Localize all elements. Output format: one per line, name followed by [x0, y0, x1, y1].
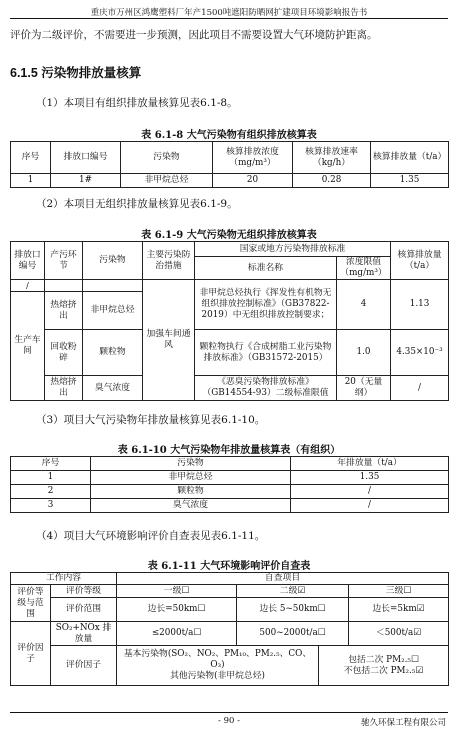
t9-std: 《恶臭污染物排放标准》（GB14554-93）二级标准限值 [195, 376, 337, 401]
t8-header-cell: 核算排放浓度（mg/m³） [213, 142, 293, 174]
t9-header-amount: 核算排放量（t/a） [391, 242, 449, 280]
t10-cell: / [291, 499, 449, 513]
t10-cell: 臭气浓度 [91, 499, 291, 513]
t8-cell: 0.28 [293, 174, 371, 188]
paragraph-3: （3）项目大气污染物年排放量核算见表6.1-10。 [36, 414, 266, 426]
t10-cell: 非甲烷总烃 [91, 471, 291, 485]
table-6-1-11-caption: 表 6.1-11 大气环境影响评价自查表 [147, 561, 311, 572]
running-header: 重庆市万州区鸿鹰塑料厂年产1500吨遮阳防晒网扩建项目环境影响报告书 [90, 8, 368, 18]
table-6-1-9 [10, 241, 449, 401]
paragraph-2: （2）本项目无组织排放量核算见表6.1-9。 [36, 198, 238, 210]
t11-option: ≤2000t/a☐ [117, 622, 237, 646]
t9-pollutant: 颗粒物 [83, 330, 143, 376]
t11-option: 边长=5km☑ [349, 598, 449, 622]
table-6-1-10-caption: 表 6.1-10 大气污染物年排放量核算表（有组织） [117, 445, 341, 456]
page-number: - 90 - [218, 716, 240, 726]
t11-option: 边长 5~50km☐ [237, 598, 349, 622]
t11-row-label: 评价因子 [51, 646, 117, 686]
t11-header-items: 自查项目 [117, 573, 449, 585]
t9-header-outlet: 排放口编号 [11, 242, 45, 280]
t9-std: 颗粒物执行《合成树脂工业污染物排放标准》（GB31572-2015） [195, 330, 337, 376]
t11-option: 500~2000t/a☐ [237, 622, 349, 646]
t10-header-cell: 年排放量（t/a） [291, 457, 449, 471]
company-name: 驰久环保工程有限公司 [360, 718, 446, 728]
t11-other-factors-line: 其他污染物(非甲烷总烃) [170, 671, 265, 681]
table-6-1-9-caption: 表 6.1-9 大气污染物无组织排放核算表 [141, 230, 317, 241]
t11-secondary-pm-excl: 不包括二次 PM₂.₅☑ [343, 665, 424, 676]
t9-link: 回收粉碎 [45, 330, 83, 376]
t11-basic-factors-line: 基本污染物(SO₂、NO₂、PM₁₀、PM₂.₅、CO、O₃) [123, 649, 312, 670]
t9-limit: 20（无量纲） [337, 376, 391, 401]
t11-option: 一级☐ [117, 585, 237, 598]
t11-secondary-pm [319, 646, 449, 686]
t9-amount: 4.35×10⁻³ [391, 330, 449, 376]
t11-group-factor: 评价因子 [11, 622, 51, 686]
t11-header-work: 工作内容 [11, 573, 117, 585]
t10-cell: 3 [11, 499, 91, 513]
t9-header-pollutant: 污染物 [83, 242, 143, 280]
t10-cell: 1 [11, 471, 91, 485]
t11-basic-factors [117, 646, 319, 686]
t8-cell: 1.35 [371, 174, 449, 188]
header-rule [10, 18, 448, 19]
intro-paragraph: 评价为二级评价，不需要进一步预测，因此项目不需要设置大气环境防护距离。 [10, 29, 378, 41]
t8-cell: 1# [51, 174, 121, 188]
section-title: 6.1.5 污染物排放量核算 [10, 66, 142, 80]
t10-header-cell: 序号 [11, 457, 91, 471]
t9-amount: / [391, 376, 449, 401]
t8-cell: 非甲烷总烃 [121, 174, 213, 188]
t9-measure: 加强车间通风 [143, 280, 195, 401]
t8-header-cell: 排放口编号 [51, 142, 121, 174]
table-6-1-11 [10, 572, 449, 686]
t9-limit: 1.0 [337, 330, 391, 376]
t9-pollutant: 非甲烷总烃 [83, 292, 143, 330]
t8-cell: 20 [213, 174, 293, 188]
paragraph-4: （4）项目大气环境影响评价自查表见表6.1-11。 [36, 530, 266, 542]
t8-header-cell: 核算排放量（t/a） [371, 142, 449, 174]
t9-header-std-name: 标准名称 [195, 257, 337, 280]
paragraph-1: （1）本项目有组织排放量核算见表6.1-8。 [36, 97, 238, 109]
t9-pollutant: 臭气浓度 [83, 376, 143, 401]
t9-header-link: 产污环节 [45, 242, 83, 280]
t10-cell: 1.35 [291, 471, 449, 485]
t9-header-measure: 主要污染防治措施 [143, 242, 195, 280]
t8-header-cell: 序号 [11, 142, 51, 174]
t10-cell: 2 [11, 485, 91, 499]
t11-option: 三级☐ [349, 585, 449, 598]
t9-amount: 1.13 [391, 280, 449, 330]
t9-header-limit: 浓度限值（mg/m³） [337, 257, 391, 280]
t8-header-cell: 污染物 [121, 142, 213, 174]
t8-cell: 1 [11, 174, 51, 188]
t9-area: 生产车间 [11, 292, 45, 401]
t10-header-cell: 污染物 [91, 457, 291, 471]
t9-std: 非甲烷总烃执行《挥发性有机物无组织排放控制标准》（GB37822-2019）中无组织排放控制要求； [195, 280, 337, 330]
t11-row-label: 评价范围 [51, 598, 117, 622]
t11-option: ＜500t/a☑ [349, 622, 449, 646]
t9-limit: 4 [337, 280, 391, 330]
t11-option: 边长=50km☐ [117, 598, 237, 622]
t11-row-label: SO₂+NOx 排放量 [51, 622, 117, 646]
t10-cell: 颗粒物 [91, 485, 291, 499]
t9-blank-outlet: / [11, 280, 45, 292]
t11-secondary-pm-incl: 包括二次 PM₂.₅☐ [348, 654, 419, 665]
t11-group-level: 评价等级与范围 [11, 585, 51, 622]
footer-rule [10, 712, 448, 713]
t9-header-std-group: 国家或地方污染物排放标准 [195, 242, 391, 257]
t11-row-label: 评价等级 [51, 585, 117, 598]
t9-link: 热熔挤出 [45, 376, 83, 401]
t10-cell: / [291, 485, 449, 499]
t8-header-cell: 核算排放速率（kg/h） [293, 142, 371, 174]
t9-link: 热熔挤出 [45, 292, 83, 330]
table-6-1-8 [10, 141, 449, 188]
table-6-1-10 [10, 456, 449, 513]
t11-option: 二级☑ [237, 585, 349, 598]
table-6-1-8-caption: 表 6.1-8 大气污染物有组织排放核算表 [141, 130, 317, 141]
